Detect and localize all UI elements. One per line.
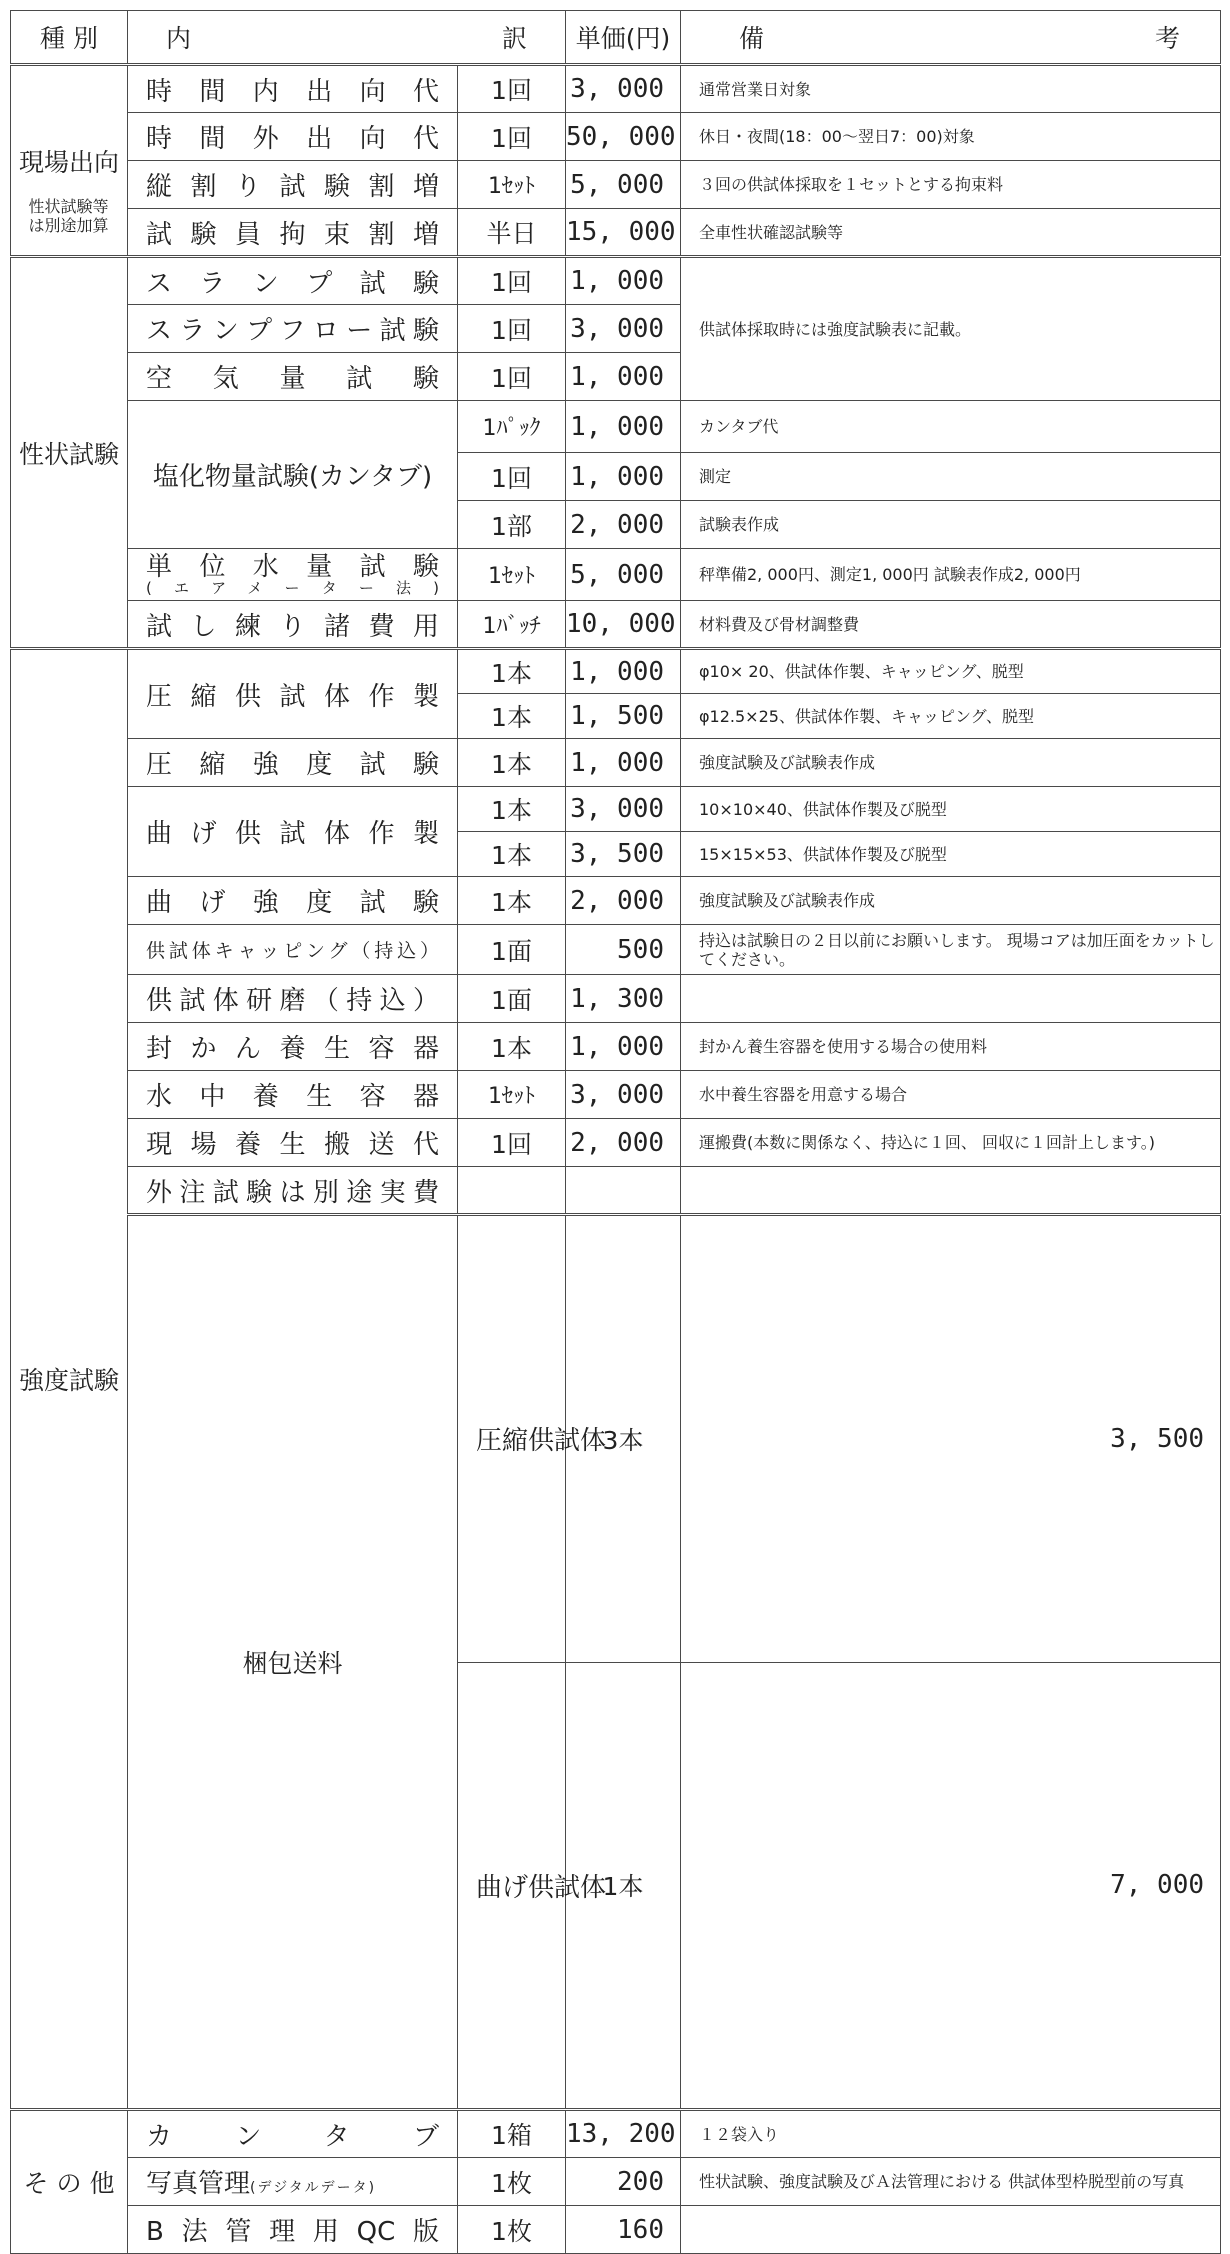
item-note: 10×10×40、供試体作製及び脱型 <box>681 787 1221 832</box>
item-name: 封かん養生容器 <box>128 1023 458 1071</box>
item-name: 時間内出向代 <box>128 65 458 113</box>
category-other-label: そ の 他 <box>23 2169 115 2198</box>
item-name: 空気量試験 <box>128 353 458 401</box>
item-note: φ12.5×25、供試体作製、キャッピング、脱型 <box>681 694 1221 739</box>
item-price: 2, 000 <box>566 501 681 549</box>
item-name: 圧縮供試体作製 <box>128 649 458 739</box>
table-row <box>11 113 1221 161</box>
item-unit: 1本 <box>458 832 566 877</box>
item-note: 材料費及び骨材調整費 <box>681 601 1221 649</box>
item-price: 1, 000 <box>566 353 681 401</box>
item-unit: 1本 <box>458 649 566 694</box>
item-unit: 1回 <box>458 113 566 161</box>
item-unit <box>458 1167 566 1215</box>
table-row <box>11 925 1221 975</box>
item-unit: 1本 <box>566 1662 681 2110</box>
category-site-note: 性状試験等 は別途加算 <box>28 197 109 235</box>
item-note: 通常営業日対象 <box>681 65 1221 113</box>
item-unit: 1回 <box>458 453 566 501</box>
item-name: 圧縮供試体 <box>458 1215 566 1663</box>
header-category <box>11 11 128 65</box>
price-table <box>10 10 1221 2254</box>
item-unit: 1本 <box>458 877 566 925</box>
item-name: B法管理用QC版 <box>128 2206 458 2254</box>
item-note: ３回の供試体採取を１セットとする拘束料 <box>681 161 1221 209</box>
item-note: 性状試験、強度試験及びＡ法管理における 供試体型枠脱型前の写真 <box>681 2158 1221 2206</box>
category-other <box>11 2110 128 2254</box>
header-price <box>566 11 681 65</box>
item-unit: 1回 <box>458 353 566 401</box>
item-price: 1, 300 <box>566 975 681 1023</box>
table-row <box>11 649 1221 694</box>
item-unit: 1枚 <box>458 2158 566 2206</box>
item-unit: 1回 <box>458 305 566 353</box>
item-unit: 1面 <box>458 925 566 975</box>
item-price: 200 <box>566 2158 681 2206</box>
item-note: 供試体採取時には強度試験表に記載。 <box>681 257 1221 401</box>
item-price: 2, 000 <box>566 877 681 925</box>
item-price: 1, 000 <box>566 739 681 787</box>
item-name: 曲げ供試体 <box>458 1662 566 2110</box>
category-packing-label: 梱包送料 <box>242 1649 343 1678</box>
item-price <box>566 1167 681 1215</box>
item-note <box>681 1167 1221 1215</box>
item-name: 圧縮強度試験 <box>128 739 458 787</box>
item-unit: 1部 <box>458 501 566 549</box>
item-unit: 1枚 <box>458 2206 566 2254</box>
category-packing <box>128 1215 458 2110</box>
item-unit: 1ｾｯﾄ <box>458 1071 566 1119</box>
table-row <box>11 1023 1221 1071</box>
category-property-label: 性状試験 <box>18 439 119 469</box>
item-note: カンタブ代 <box>681 401 1221 453</box>
item-name: 試験員拘束割増 <box>128 209 458 257</box>
item-subname: (デジタルデータ) <box>250 2180 377 2196</box>
header-remarks-left: 備 <box>739 24 765 53</box>
table-row <box>11 1215 1221 1663</box>
item-subname: (エアメーター法) <box>146 578 439 597</box>
item-unit: 1ﾊﾟｯｸ <box>458 401 566 453</box>
item-name: 外注試験は別途実費 <box>128 1167 458 1215</box>
item-name: 縦割り試験割増 <box>128 161 458 209</box>
item-unit: 1本 <box>458 739 566 787</box>
item-price: 500 <box>566 925 681 975</box>
item-note: 秤準備2, 000円、測定1, 000円 試験表作成2, 000円 <box>681 549 1221 601</box>
header-detail-right: 訳 <box>501 24 527 53</box>
item-unit: 1回 <box>458 1119 566 1167</box>
item-price: 3, 000 <box>566 65 681 113</box>
item-unit: 1ｾｯﾄ <box>458 161 566 209</box>
item-note: 運搬費(本数に関係なく、持込に１回、 回収に１回計上します。) <box>681 1119 1221 1167</box>
item-name: 供試体研磨（持込） <box>128 975 458 1023</box>
item-price: 1, 000 <box>566 257 681 305</box>
item-unit: 1本 <box>458 787 566 832</box>
item-price: 5, 000 <box>566 161 681 209</box>
item-name: 試し練り諸費用 <box>128 601 458 649</box>
item-unit: 1回 <box>458 257 566 305</box>
item-price: 1, 000 <box>566 401 681 453</box>
table-row <box>11 2206 1221 2254</box>
header-category-label: 種 別 <box>40 24 98 53</box>
table-row <box>11 401 1221 453</box>
item-unit: 1回 <box>458 65 566 113</box>
item-name: スランプフロー試験 <box>128 305 458 353</box>
table-header-row <box>11 11 1221 65</box>
item-price: 5, 000 <box>566 549 681 601</box>
header-detail <box>128 11 566 65</box>
item-name: 現場養生搬送代 <box>128 1119 458 1167</box>
table-row <box>11 1119 1221 1167</box>
item-price: 1, 000 <box>566 649 681 694</box>
item-note: 15×15×53、供試体作製及び脱型 <box>681 832 1221 877</box>
item-name: スランプ試験 <box>128 257 458 305</box>
table-row <box>11 209 1221 257</box>
item-note: １２袋入り <box>681 2110 1221 2158</box>
item-price: 3, 500 <box>566 832 681 877</box>
item-note: 全車性状確認試験等 <box>681 209 1221 257</box>
item-price: 1, 500 <box>566 694 681 739</box>
table-row <box>11 2158 1221 2206</box>
item-note: 測定 <box>681 453 1221 501</box>
item-price: 160 <box>566 2206 681 2254</box>
item-price: 1, 000 <box>566 1023 681 1071</box>
item-note: 試験表作成 <box>681 501 1221 549</box>
item-note: 休日・夜間(18：00～翌日7：00)対象 <box>681 113 1221 161</box>
table-row <box>11 2110 1221 2158</box>
item-unit: 1面 <box>458 975 566 1023</box>
item-price: 15, 000 <box>566 209 681 257</box>
item-price: 13, 200 <box>566 2110 681 2158</box>
item-note <box>681 2206 1221 2254</box>
item-name-cell <box>128 549 458 601</box>
item-name: 塩化物量試験(カンタブ) <box>128 401 458 549</box>
item-unit: 半日 <box>458 209 566 257</box>
item-name: 曲げ供試体作製 <box>128 787 458 877</box>
table-row <box>11 739 1221 787</box>
item-name-cell <box>128 2158 458 2206</box>
item-unit: 1ﾊﾞｯﾁ <box>458 601 566 649</box>
table-row <box>11 549 1221 601</box>
category-strength-label: 強度試験 <box>18 1366 119 1395</box>
item-price: 3, 000 <box>566 1071 681 1119</box>
item-name: 写真管理 <box>146 2169 251 2199</box>
table-row <box>11 975 1221 1023</box>
table-row <box>11 601 1221 649</box>
table-row <box>11 787 1221 832</box>
item-price: 1, 000 <box>566 453 681 501</box>
item-note: 強度試験及び試験表作成 <box>681 877 1221 925</box>
category-property <box>11 257 128 649</box>
item-unit: 3本 <box>566 1215 681 1663</box>
table-row <box>11 161 1221 209</box>
item-unit: 1ｾｯﾄ <box>458 549 566 601</box>
item-note: 水中養生容器を用意する場合 <box>681 1071 1221 1119</box>
table-row <box>11 1071 1221 1119</box>
item-name: 水中養生容器 <box>128 1071 458 1119</box>
header-detail-left: 内 <box>166 24 192 53</box>
item-note: 強度試験及び試験表作成 <box>681 739 1221 787</box>
item-price: 3, 000 <box>566 305 681 353</box>
header-remarks-right: 考 <box>1154 24 1180 53</box>
table-row <box>11 65 1221 113</box>
category-strength <box>11 649 128 2110</box>
item-name: 時間外出向代 <box>128 113 458 161</box>
header-remarks <box>681 11 1221 65</box>
table-row <box>11 1167 1221 1215</box>
item-unit: 1箱 <box>458 2110 566 2158</box>
item-unit: 1本 <box>458 694 566 739</box>
category-site-label: 現場出向 <box>18 147 119 177</box>
item-note <box>681 975 1221 1023</box>
table-row <box>11 877 1221 925</box>
item-price: 2, 000 <box>566 1119 681 1167</box>
item-price: 10, 000 <box>566 601 681 649</box>
item-note: φ10× 20、供試体作製、キャッピング、脱型 <box>681 649 1221 694</box>
table-row <box>11 257 1221 305</box>
item-name: 単位水量試験 <box>146 551 439 582</box>
item-price: 3, 500 <box>681 1215 1221 1663</box>
item-name: 曲げ強度試験 <box>128 877 458 925</box>
item-note: 持込は試験日の２日以前にお願いします。 現場コアは加圧面をカットしてください。 <box>681 925 1221 975</box>
header-price-label: 単価(円) <box>575 24 671 53</box>
item-price: 3, 000 <box>566 787 681 832</box>
item-unit: 1本 <box>458 1023 566 1071</box>
item-price: 50, 000 <box>566 113 681 161</box>
item-name: カンタブ <box>128 2110 458 2158</box>
item-note: 封かん養生容器を使用する場合の使用料 <box>681 1023 1221 1071</box>
item-price: 7, 000 <box>681 1662 1221 2110</box>
item-name: 供試体キャッピング（持込） <box>128 925 458 975</box>
